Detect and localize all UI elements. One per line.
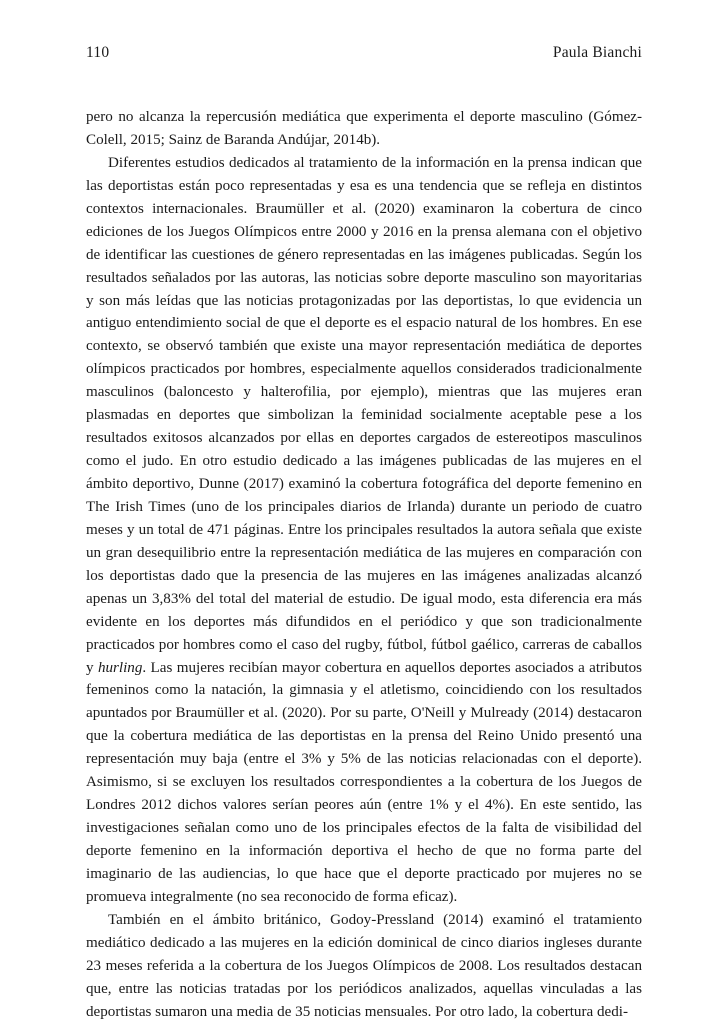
paragraph-2-italic-term: hurling <box>97 659 143 676</box>
running-head-author: Paula Bianchi <box>552 44 642 61</box>
paragraph-3: También en el ámbito británico, Godoy-Pressland (2014) examinó el tratamiento mediático dedicado a las mujeres en la edición dominical de cinco diarios ingleses durante 23 meses referida a la cobertura de los Juegos Olímpicos de 2008. Los resultados destacan que, entre las noticias tratadas por los periódicos analizados, aquellas vinculadas a las deportistas sumaron una media de 35 noticias mensuales. Por otro lado, la cobertura dedi- <box>86 911 642 1020</box>
body-text <box>86 106 642 1024</box>
paragraph-1: pero no alcanza la repercusión mediática que experimenta el deporte masculino (Gómez-Colell, 2015; Sainz de Baranda Andújar, 2014b). <box>86 109 642 148</box>
paragraph-2-part-1: Diferentes estudios dedicados al tratamiento de la información en la prensa indican que las deportistas están poco representadas y esa es una tendencia que se refleja en distintos contextos internacionales. Braumüller et al. (2020) examinaron la cobertura de cinco ediciones de los Juegos Olímpicos entre 2000 y 2016 en la prensa alemana con el objetivo de identificar las cuestiones de género representadas en las imágenes publicadas. Según los resultados señalados por las autoras, las noticias sobre deporte masculino son mayoritarias y son más leídas que las noticias protagonizadas por las deportistas, lo que evidencia un antiguo entendimiento social de que el deporte es el espacio natural de los hombres. En ese contexto, se observó también que existe una mayor representación mediática de deportes olímpicos practicados por hombres, especialmente aquellos considerados tradicionalmente masculinos (baloncesto y halterofilia, por ejemplo), mientras que las mujeres eran plasmadas en deportes que simbolizan la feminidad socialmente aceptable pese a los resultados exitosos alcanzados por ellas en deportes cargados de estereotipos masculinos como el judo. En otro estudio dedicado a las imágenes publicadas de las mujeres en el ámbito deportivo, Dunne (2017) examinó la cobertura fotográfica del deporte femenino en The Irish Times (uno de los principales diarios de Irlanda) durante un periodo de cuatro meses y un total de 471 páginas. Entre los principales resultados la autora señala que existe un gran desequilibrio entre la representación mediática de las mujeres en comparación con los deportistas dado que la presencia de las mujeres en las imágenes analizadas alcanzó apenas un 3,83% del total del material de estudio. De igual modo, esta diferencia era más evidente en los deportes más difundidos en el periódico y que son tradicionalmente practicados por hombres como el caso del rugby, fútbol, fútbol gaélico, carreras de caballos y <box>86 154 642 676</box>
paragraph-2 <box>86 152 642 909</box>
running-head <box>86 44 642 62</box>
page-number: 110 <box>86 44 110 61</box>
paragraph-2-part-2: . Las mujeres recibían mayor cobertura en aquellos deportes asociados a atributos femeninos como la natación, la gimnasia y el atletismo, coincidiendo con los resultados apuntados por Braumüller et al. (2020). Por su parte, O'Neill y Mulready (2014) destacaron que la cobertura mediática de las deportistas en la prensa del Reino Unido presentó una representación muy baja (entre el 3% y 5% de las noticias relacionadas con el deporte). Asimismo, si se excluyen los resultados correspondientes a la cobertura de los Juegos de Londres 2012 dichos valores serían peores aún (entre 1% y el 4%). En este sentido, las investigaciones señalan como uno de los principales efectos de la falta de visibilidad del deporte femenino en la información deportiva el hecho de que no forma parte del imaginario de las audiencias, lo que hace que el deporte practicado por mujeres no se promueva integralmente (no sea reconocido de forma eficaz). <box>86 659 642 905</box>
